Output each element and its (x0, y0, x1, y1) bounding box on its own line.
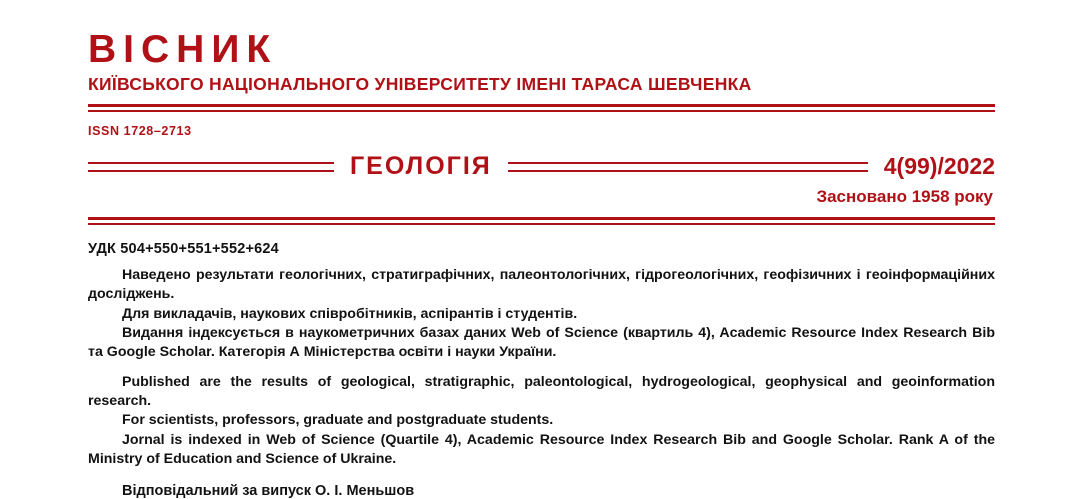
section-rule-right (508, 162, 868, 172)
masthead-divider-bottom (88, 217, 995, 225)
paragraph-uk-2: Для викладачів, наукових співробітників, аспірантів і студентів. (122, 305, 578, 322)
masthead (0, 0, 1083, 225)
responsible-editor: Відповідальний за випуск О. І. Меньшов (122, 482, 415, 499)
paragraph-uk-1: Наведено результати геологічних, стратиграфічних, палеонтологічних, гідрогеологічних, геофізичних і геоінформаційних досліджень. (88, 267, 995, 302)
paragraph-en-3: Jornal is indexed in Web of Science (Quartile 4), Academic Resource Index Research Bib and Google Scholar. Rank A of the Ministry of Education and Science of Ukraine. (88, 432, 995, 467)
paragraph-en-2: For scientists, professors, graduate and postgraduate students. (122, 412, 554, 429)
journal-subtitle: КИЇВСЬКОГО НАЦІОНАЛЬНОГО УНІВЕРСИТЕТУ ІМЕНІ ТАРАСА ШЕВЧЕНКА (88, 74, 752, 94)
section-title-row (88, 152, 995, 181)
section-title: ГЕОЛОГІЯ (350, 152, 492, 181)
masthead-divider (88, 104, 995, 112)
abstract-block (0, 241, 1083, 498)
issue-number: 4(99)/2022 (883, 153, 995, 180)
section-rule-left (88, 162, 334, 172)
issn-label: ISSN 1728–2713 (88, 124, 192, 139)
journal-title: ВІСНИК (88, 28, 278, 71)
udc-code: УДК 504+550+551+552+624 (88, 241, 279, 258)
founded-year: Засновано 1958 року (816, 187, 993, 207)
paragraph-en-1: Published are the results of geological, stratigraphic, paleontological, hydrogeological, geophysical and geoinformation research. (88, 373, 995, 409)
paragraph-uk-3: Видання індексується в наукометричних базах даних Web of Science (квартиль 4), Academic Resource Index Research Bib та Google Scholar. Категорія А Міністерства освіти і науки України. (88, 325, 995, 361)
